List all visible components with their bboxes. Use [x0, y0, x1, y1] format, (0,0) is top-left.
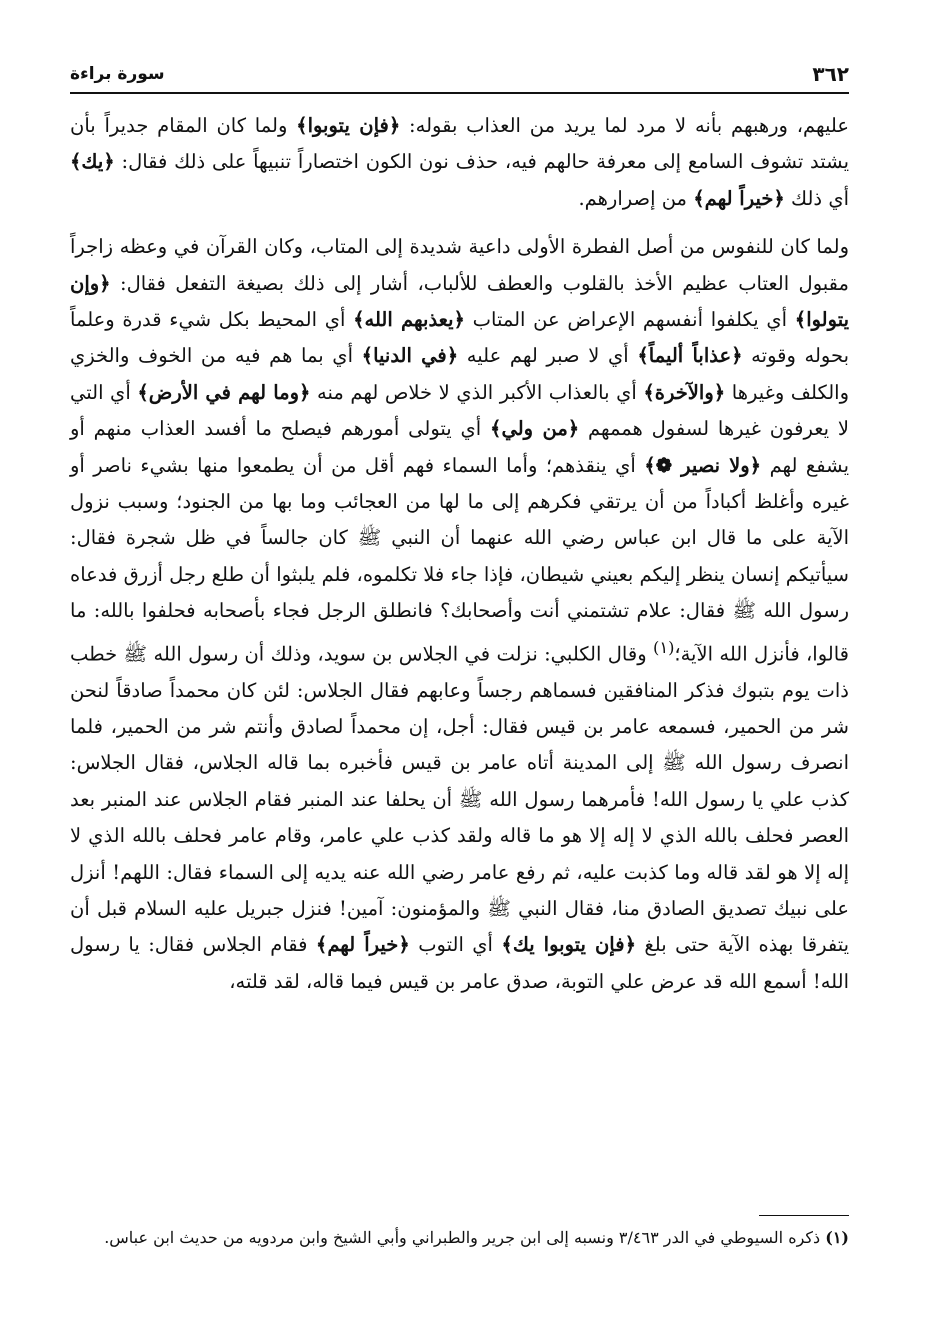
- quran-quote: ﴿ولا نصير ❁﴾: [644, 453, 762, 477]
- text-segment: أي التوب: [409, 933, 502, 957]
- text-segment: أي بالعذاب الأكبر الذي لا خلاص لهم منه: [310, 380, 644, 404]
- paragraph-2: [70, 229, 849, 1000]
- footnote-text: ذكره السيوطي في الدر ٣/٤٦٣ ونسبه إلى ابن جرير والطبراني وأبي الشيخ وابن مردويه من حديث ابن عباس.: [104, 1228, 826, 1247]
- page-header: [70, 62, 849, 94]
- quran-quote: ﴿في الدنيا﴾: [361, 344, 459, 368]
- quran-quote: ﴿وما لهم في الأرض﴾: [137, 380, 311, 404]
- quran-quote: ﴿خيراً لهم﴾: [693, 186, 785, 210]
- text-segment: أي يكلفوا أنفسهم الإعراض عن المتاب: [464, 308, 795, 332]
- paragraph-1: [70, 108, 849, 217]
- quran-quote: ﴿وإن يتولوا﴾: [70, 271, 850, 332]
- footnote-separator: [759, 1215, 849, 1216]
- quran-quote: ﴿خيراً لهم﴾: [315, 933, 410, 957]
- text-segment: أي المحيط بكل شيء قدرة وعلماً بحوله وقوته: [70, 308, 850, 368]
- quran-quote: ﴿فإن يتوبوا يك﴾: [501, 933, 636, 957]
- text-segment: من إصرارهم.: [578, 186, 694, 210]
- text-segment: أي ذلك: [784, 186, 849, 210]
- text-segment: ولما كان المقام جديراً بأن يشتد تشوف السامع إلى معرفة حالهم فيه، حذف نون الكون اختصاراً تنبيهاً على ذلك فقال:: [70, 114, 849, 174]
- main-text: [70, 108, 849, 1000]
- quran-quote: ﴿من ولي﴾: [490, 417, 580, 441]
- footnote: [70, 1222, 849, 1254]
- quran-quote: ﴿والآخرة﴾: [643, 380, 726, 404]
- text-segment: وقال الكلبي: نزلت في الجلاس بن سويد، وذلك أن رسول الله ﷺ خطب ذات يوم بتبوك فذكر المنافقين فسماهم رجساً وعابهم فقال الجلاس: لئن كان محمداً صادقاً لنحن شر من الحمير، فسمعه عامر بن قيس فقال: أجل، إن محمداً لصادق وأنتم شر من الحمير، فلما انصرف رسول الله ﷺ إلى المدينة أتاه عامر بن قيس فأخبره بما قاله الجلاس، فقال الجلاس: كذب علي يا رسول الله! فأمرهما رسول الله ﷺ أن يحلفا عند المنبر فقام الجلاس عند المنبر بعد العصر فحلف بالله الذي لا إله إلا هو ما قاله ولقد كذب علي عامر، وقام عامر فحلف بالله الذي لا إله إلا هو لقد قاله وما كذبت عليه، ثم رفع عامر رضي الله عنه يديه إلى السماء فقال: اللهم! أنزل على نبيك تصديق الصادق منا، فقال النبي ﷺ والمؤمنون: آمين! فنزل جبريل عليه السلام قبل أن يتفرقا بهذه الآية حتى بلغ: [70, 642, 850, 957]
- quran-quote: ﴿عذاباً أليماً﴾: [637, 344, 743, 368]
- text-segment: أي يتولى أمورهم فيصلح ما أفسد العذاب منهم أو يشفع لهم: [70, 417, 849, 477]
- text-segment: أي لا صبر لهم عليه: [458, 344, 638, 368]
- footnote-number: (١): [825, 1228, 849, 1247]
- text-segment: فقام الجلاس فقال: يا رسول الله! أسمع الله قد عرض علي التوبة، صدق عامر بن قيس فيما قاله، لقد قلته،: [70, 933, 849, 993]
- quran-quote: ﴿يعذبهم الله﴾: [353, 308, 465, 332]
- surah-name: سورة براءة: [70, 64, 165, 84]
- page-number: ٣٦٢: [812, 62, 849, 86]
- text-segment: أي التي لا يعرفون غيرها لسفول هممهم: [70, 380, 850, 441]
- text-segment: ولما كان للنفوس من أصل الفطرة الأولى داعية شديدة إلى المتاب، وكان القرآن في وعظه زاجراً مقبول العتاب عظيم الأخذ بالقلوب والعطف للألباب، أشار إلى ذلك بصيغة التفعل فقال:: [70, 235, 849, 295]
- quran-quote: ﴿فإن يتوبوا﴾: [296, 114, 401, 137]
- text-segment: أي بما هم فيه من الخوف والخزي والكلف وغيرها: [70, 344, 849, 404]
- text-segment: أي ينقذهم؛ وأما السماء فهم أقل من أن يطمعوا منها بشيء ناصر أو غيره وأغلظ أكباداً من أن يرتقي فكرهم إلى ما لها من العجائب وما بها من الجنود؛ وسبب نزول الآية على ما قال ابن عباس رضي الله عنهما أن النبي ﷺ كان جالساً في ظل شجرة فقال: سيأتيكم إنسان ينظر إليكم بعيني شيطان، فإذا جاء فلا تكلموه، فلم يلبثوا أن طلع رجل أزرق فدعاه رسول الله ﷺ فقال: علام تشتمني أنت وأصحابك؟ فانطلق الرجل فجاء بأصحابه فحلفوا بالله: ما قالوا، فأنزل الله الآية؛: [70, 453, 849, 666]
- quran-quote: ﴿يك﴾: [70, 150, 115, 174]
- footnote-reference: (١): [652, 637, 675, 657]
- text-segment: عليهم، ورهبهم بأنه لا مرد لما يريد من العذاب بقوله:: [400, 114, 849, 137]
